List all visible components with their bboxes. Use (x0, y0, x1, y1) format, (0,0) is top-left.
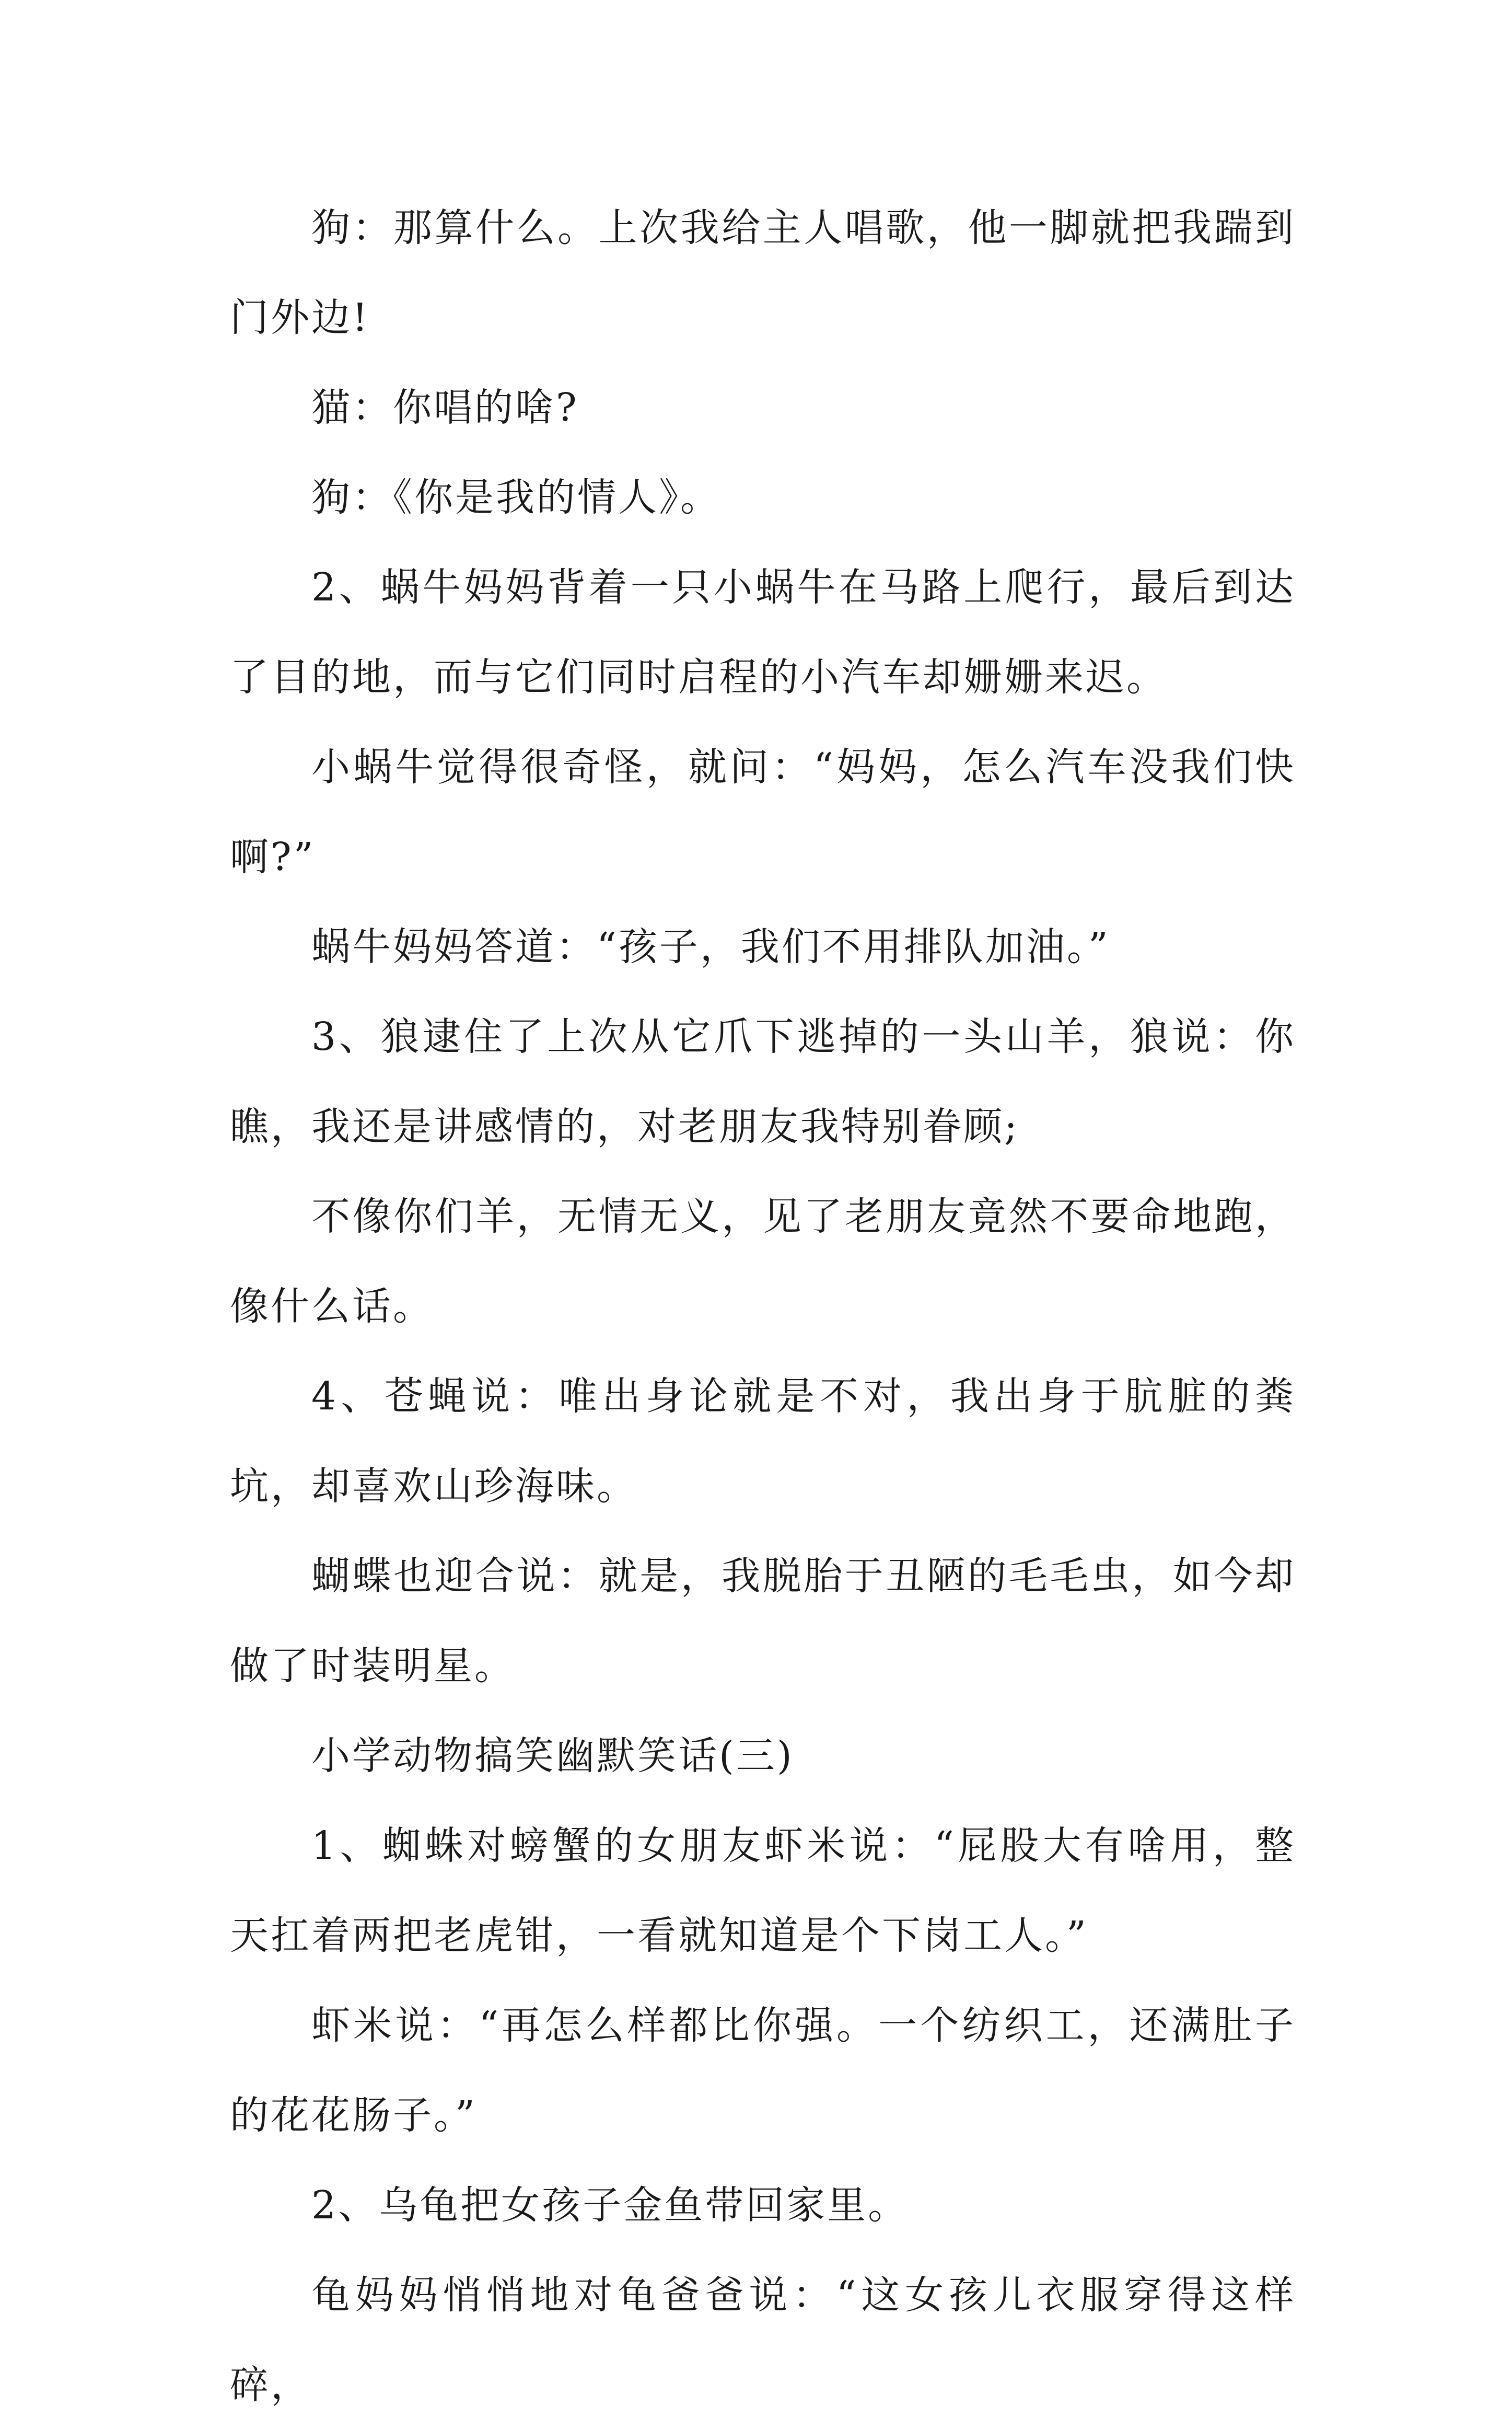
section-heading: 小学动物搞笑幽默笑话(三) (311, 1733, 794, 1778)
paragraph-butterfly-reply: 蝴蝶也迎合说：就是，我脱胎于丑陋的毛毛虫，如今却做了时装明星。 (230, 1554, 1296, 1688)
paragraph-dog-line: 狗：那算什么。上次我给主人唱歌，他一脚就把我踹到门外边! (230, 205, 1296, 340)
paragraph-wolf-continued: 不像你们羊，无情无义，见了老朋友竟然不要命地跑，像什么话。 (230, 1194, 1296, 1329)
paragraph-joke-4-fly: 4、苍蝇说：唯出身论就是不对，我出身于肮脏的粪坑，却喜欢山珍海味。 (230, 1374, 1296, 1509)
document-body (230, 183, 1296, 2430)
paragraph-joke-3-wolf: 3、狼逮住了上次从它爪下逃掉的一头山羊，狼说：你瞧，我还是讲感情的，对老朋友我特别眷顾; (230, 1014, 1296, 1149)
paragraph-little-snail-question: 小蜗牛觉得很奇怪，就问：“妈妈，怎么汽车没我们快啊?” (230, 745, 1296, 880)
paragraph-mother-snail-answer: 蜗牛妈妈答道：“孩子，我们不用排队加油。” (311, 924, 1110, 969)
paragraph-dog-answer: 狗：《你是我的情人》。 (311, 475, 721, 520)
paragraph-shrimp-reply: 虾米说：“再怎么样都比你强。一个纺织工，还满肚子的花花肠子。” (230, 2003, 1296, 2138)
paragraph-joke-2-turtle: 2、乌龟把女孩子金鱼带回家里。 (311, 2183, 909, 2228)
paragraph-turtle-mother: 龟妈妈悄悄地对龟爸爸说：“这女孩儿衣服穿得这样碎， (230, 2273, 1296, 2408)
paragraph-cat-question: 猫：你唱的啥? (311, 385, 579, 430)
paragraph-joke-1-spider: 1、蜘蛛对螃蟹的女朋友虾米说：“屁股大有啥用，整天扛着两把老虎钳，一看就知道是个下岗工人。” (230, 1823, 1296, 1958)
paragraph-joke-2-snail: 2、蜗牛妈妈背着一只小蜗牛在马路上爬行，最后到达了目的地，而与它们同时启程的小汽车却姗姗来迟。 (230, 565, 1296, 700)
